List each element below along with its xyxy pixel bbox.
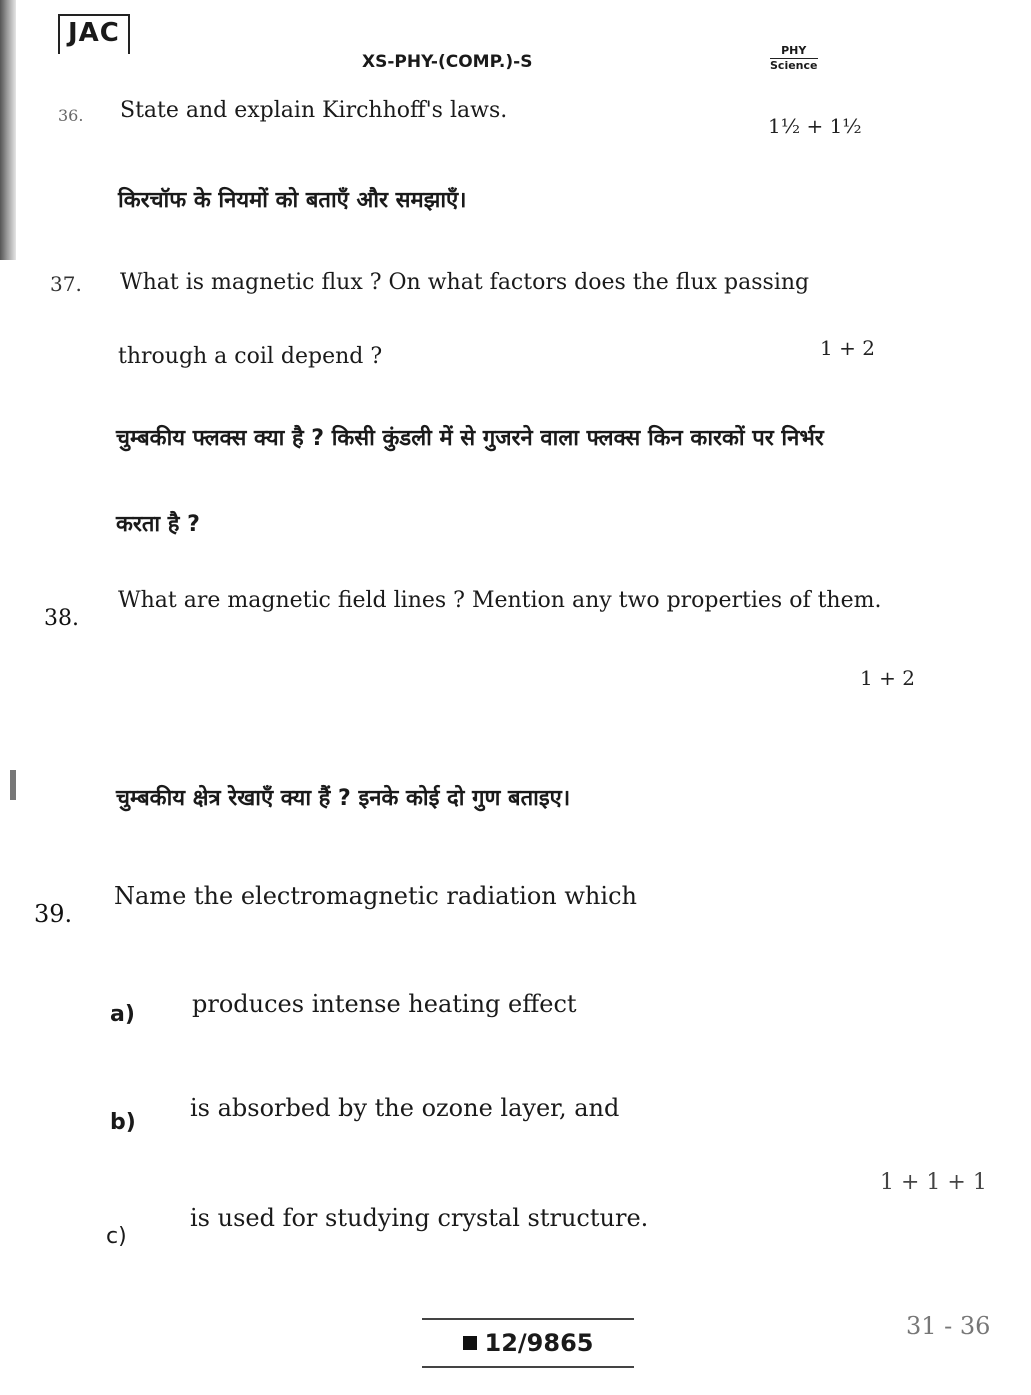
subject-label xyxy=(770,44,818,73)
question-text: Name the electromagnetic radiation which xyxy=(114,882,637,910)
scan-shadow xyxy=(0,0,16,260)
square-icon xyxy=(463,1336,477,1350)
page-number: 31 - 36 xyxy=(906,1312,991,1340)
subject-bottom: Science xyxy=(770,59,818,72)
board-label: JAC xyxy=(58,14,130,54)
option-text: is absorbed by the ozone layer, and xyxy=(190,1094,620,1122)
option-label: c) xyxy=(106,1224,127,1249)
question-number: 38. xyxy=(44,606,79,631)
question-text-hindi: चुम्बकीय फ्लक्स क्या है ? किसी कुंडली में से गुजरने वाला फ्लक्स किन कारकों पर निर्भर xyxy=(116,426,824,451)
footer-code: 12/9865 xyxy=(484,1329,594,1357)
question-text: What is magnetic flux ? On what factors does the flux passing xyxy=(120,270,810,295)
subject-top: PHY xyxy=(770,44,818,59)
option-label: a) xyxy=(110,1002,135,1027)
question-text: State and explain Kirchhoff's laws. xyxy=(120,98,508,123)
question-number: 37. xyxy=(50,272,82,296)
question-marks: 1 + 2 xyxy=(860,666,915,690)
question-text: What are magnetic field lines ? Mention any two properties of them. xyxy=(118,588,882,613)
question-marks: 1 + 2 xyxy=(820,336,875,360)
question-number: 39. xyxy=(34,900,73,928)
question-text-hindi: करता है ? xyxy=(116,512,200,537)
option-label: b) xyxy=(110,1110,136,1135)
paper-code: XS-PHY-(COMP.)-S xyxy=(362,52,533,72)
question-marks: 1 + 1 + 1 xyxy=(880,1170,987,1195)
question-number: 36. xyxy=(58,106,84,125)
question-text-hindi: किरचॉफ के नियमों को बताएँ और समझाएँ। xyxy=(118,188,467,213)
option-text: is used for studying crystal structure. xyxy=(190,1204,649,1232)
option-text: produces intense heating effect xyxy=(192,990,577,1018)
question-text: through a coil depend ? xyxy=(118,344,383,369)
question-marks: 1½ + 1½ xyxy=(768,114,862,138)
scan-mark xyxy=(10,770,16,800)
footer-code-box xyxy=(422,1318,634,1368)
question-text-hindi: चुम्बकीय क्षेत्र रेखाएँ क्या हैं ? इनके कोई दो गुण बताइए। xyxy=(116,786,571,811)
